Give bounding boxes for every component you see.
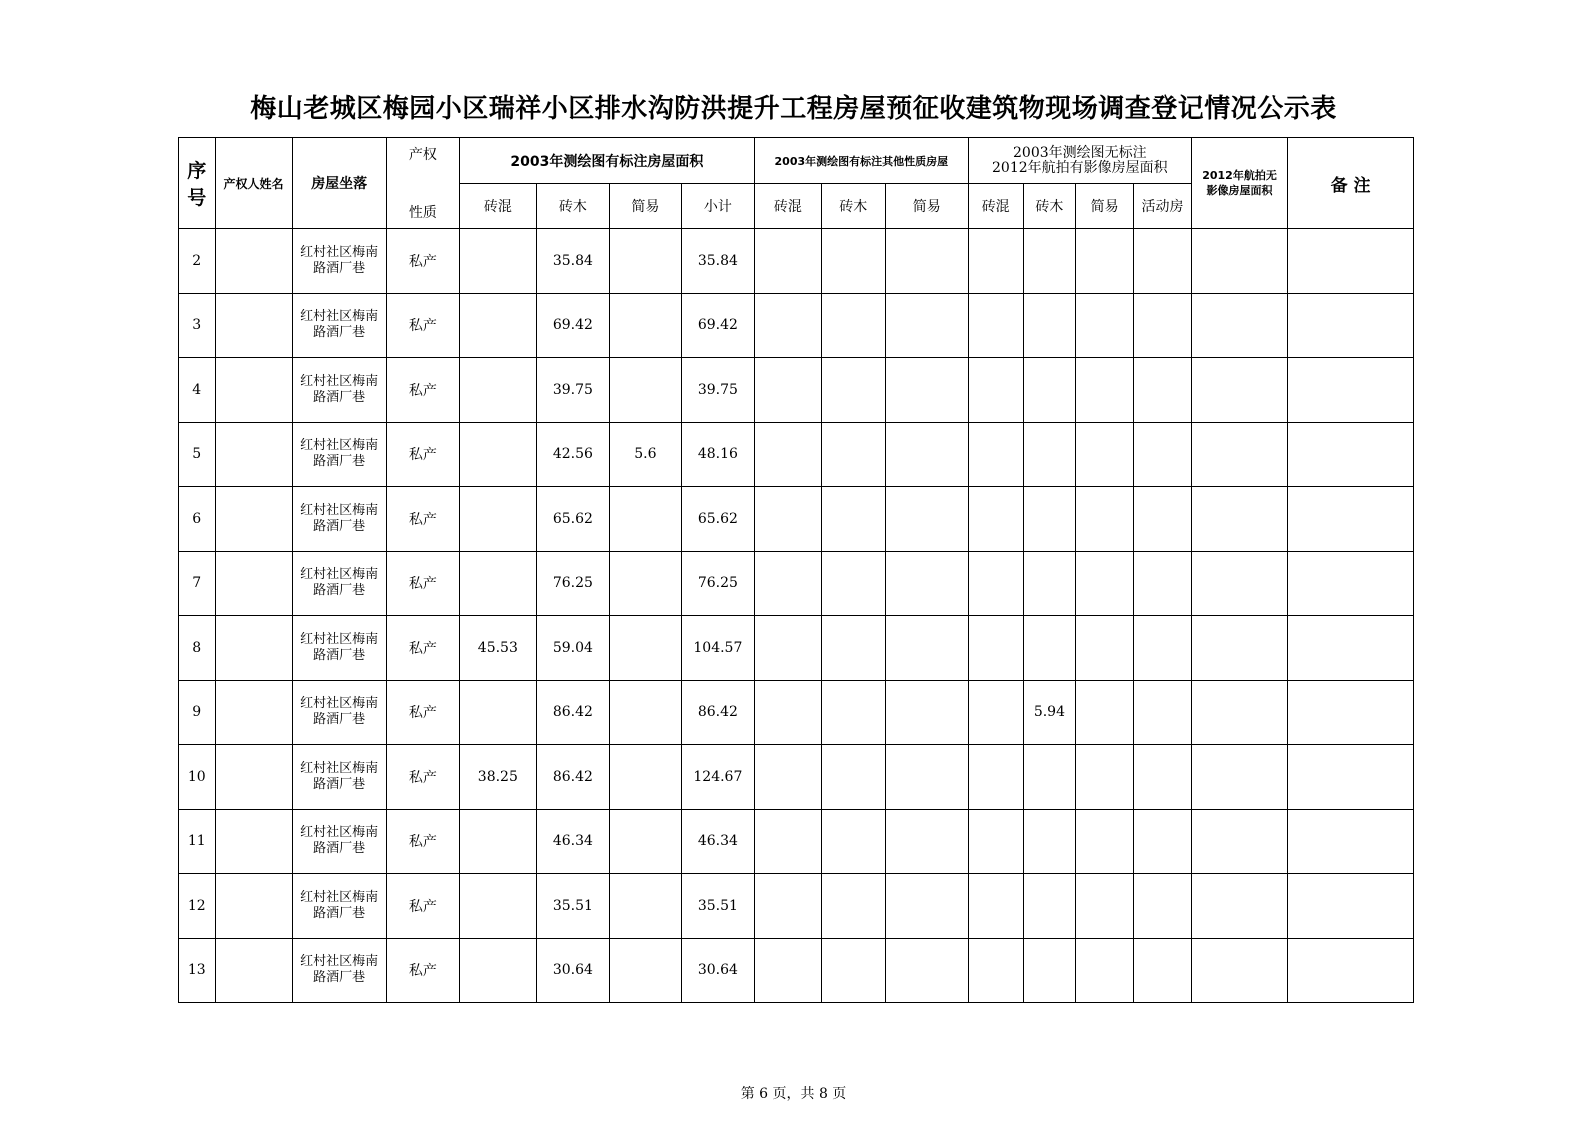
cell-location (292, 874, 386, 939)
header-property-bottom: 性质 (408, 205, 437, 221)
header-property-top: 产权 (408, 147, 437, 163)
cell-seq: 9 (179, 680, 216, 745)
header-group-2003-unmarked (968, 138, 1191, 184)
cell-g3-brick-wood (1023, 874, 1076, 939)
cell-owner (215, 809, 292, 874)
cell-g2-brick-concrete (754, 293, 821, 358)
cell-remarks (1288, 938, 1414, 1003)
cell-g2-brick-wood (821, 616, 885, 681)
cell-g2-simple (885, 422, 968, 487)
location-line2: 路酒厂巷 (313, 583, 366, 599)
header-owner: 产权人姓名 (215, 138, 292, 229)
cell-g1-brick-concrete (459, 293, 536, 358)
location-line2: 路酒厂巷 (313, 260, 366, 276)
cell-g1-simple (609, 229, 681, 294)
cell-g3-simple (1076, 745, 1134, 810)
cell-owner (215, 293, 292, 358)
cell-g1-simple (609, 358, 681, 423)
cell-remarks (1288, 874, 1414, 939)
cell-g1-simple (609, 809, 681, 874)
cell-g2-brick-concrete (754, 809, 821, 874)
cell-location (292, 938, 386, 1003)
cell-g1-simple (609, 487, 681, 552)
cell-g3-brick-concrete (968, 487, 1023, 552)
cell-remarks (1288, 551, 1414, 616)
cell-g2-brick-wood (821, 745, 885, 810)
location-line2: 路酒厂巷 (313, 905, 366, 921)
cell-owner (215, 938, 292, 1003)
page-title: 梅山老城区梅园小区瑞祥小区排水沟防洪提升工程房屋预征收建筑物现场调查登记情况公示表 (250, 94, 1337, 124)
cell-g2-brick-concrete (754, 938, 821, 1003)
location-line1: 红村社区梅南 (300, 244, 379, 260)
location-line1: 红村社区梅南 (300, 760, 379, 776)
cell-g1-brick-wood: 30.64 (536, 938, 609, 1003)
cell-g3-brick-wood (1023, 293, 1076, 358)
cell-g1-brick-concrete (459, 229, 536, 294)
cell-g2-simple (885, 874, 968, 939)
header-group4-line1: 2012年航拍无 (1202, 169, 1277, 182)
cell-owner (215, 874, 292, 939)
table-row (179, 745, 1414, 810)
cell-property-nature: 私产 (386, 938, 459, 1003)
cell-remarks (1288, 745, 1414, 810)
cell-2012-no-image (1191, 809, 1287, 874)
cell-g2-brick-concrete (754, 745, 821, 810)
cell-g1-brick-wood: 42.56 (536, 422, 609, 487)
table-row (179, 293, 1414, 358)
cell-g1-brick-concrete (459, 680, 536, 745)
cell-g1-brick-concrete (459, 874, 536, 939)
cell-g3-brick-concrete (968, 551, 1023, 616)
cell-seq: 11 (179, 809, 216, 874)
cell-g2-brick-concrete (754, 551, 821, 616)
header-g3-brick-wood: 砖木 (1023, 184, 1076, 229)
cell-g1-subtotal: 46.34 (681, 809, 754, 874)
cell-g3-mobile-house (1134, 358, 1192, 423)
cell-seq: 4 (179, 358, 216, 423)
cell-g3-brick-wood (1023, 809, 1076, 874)
location-line1: 红村社区梅南 (300, 954, 379, 970)
cell-seq: 8 (179, 616, 216, 681)
location-line1: 红村社区梅南 (300, 502, 379, 518)
table-row (179, 874, 1414, 939)
cell-2012-no-image (1191, 422, 1287, 487)
cell-g1-brick-concrete: 38.25 (459, 745, 536, 810)
header-g2-brick-wood: 砖木 (821, 184, 885, 229)
cell-g2-brick-wood (821, 680, 885, 745)
cell-g3-brick-concrete (968, 616, 1023, 681)
location-line1: 红村社区梅南 (300, 696, 379, 712)
cell-g2-simple (885, 229, 968, 294)
cell-remarks (1288, 680, 1414, 745)
cell-g3-brick-concrete (968, 938, 1023, 1003)
cell-g1-subtotal: 104.57 (681, 616, 754, 681)
cell-g3-brick-concrete (968, 422, 1023, 487)
location-line2: 路酒厂巷 (313, 776, 366, 792)
cell-g3-brick-concrete (968, 809, 1023, 874)
cell-g2-brick-wood (821, 487, 885, 552)
table-row (179, 551, 1414, 616)
header-seq: 序号 (179, 138, 216, 229)
cell-location (292, 680, 386, 745)
cell-remarks (1288, 293, 1414, 358)
cell-g3-simple (1076, 874, 1134, 939)
cell-g3-brick-wood (1023, 616, 1076, 681)
cell-property-nature: 私产 (386, 616, 459, 681)
cell-g2-brick-concrete (754, 616, 821, 681)
cell-g1-subtotal: 69.42 (681, 293, 754, 358)
cell-2012-no-image (1191, 358, 1287, 423)
cell-g2-brick-concrete (754, 422, 821, 487)
cell-owner (215, 616, 292, 681)
cell-g1-brick-concrete (459, 422, 536, 487)
table-row (179, 487, 1414, 552)
header-g1-brick-wood: 砖木 (536, 184, 609, 229)
cell-property-nature: 私产 (386, 293, 459, 358)
header-g1-simple: 简易 (609, 184, 681, 229)
location-line2: 路酒厂巷 (313, 841, 366, 857)
location-line1: 红村社区梅南 (300, 889, 379, 905)
cell-g1-subtotal: 86.42 (681, 680, 754, 745)
header-group3-line2: 2012年航拍有影像房屋面积 (992, 159, 1168, 176)
cell-g1-simple (609, 745, 681, 810)
cell-g3-simple (1076, 487, 1134, 552)
cell-g2-simple (885, 293, 968, 358)
cell-g2-simple (885, 809, 968, 874)
cell-g1-brick-wood: 86.42 (536, 680, 609, 745)
cell-g3-brick-wood (1023, 745, 1076, 810)
cell-g2-brick-wood (821, 874, 885, 939)
cell-owner (215, 229, 292, 294)
cell-owner (215, 487, 292, 552)
header-2012-no-image (1191, 138, 1287, 229)
cell-remarks (1288, 229, 1414, 294)
cell-property-nature: 私产 (386, 551, 459, 616)
cell-2012-no-image (1191, 938, 1287, 1003)
cell-location (292, 487, 386, 552)
cell-location (292, 616, 386, 681)
location-line2: 路酒厂巷 (313, 454, 366, 470)
location-line1: 红村社区梅南 (300, 825, 379, 841)
cell-g1-brick-concrete (459, 551, 536, 616)
cell-g2-simple (885, 551, 968, 616)
cell-g3-simple (1076, 809, 1134, 874)
cell-g3-brick-wood (1023, 551, 1076, 616)
cell-g2-brick-concrete (754, 874, 821, 939)
cell-g3-simple (1076, 938, 1134, 1003)
survey-table (178, 137, 1414, 1003)
cell-g3-mobile-house (1134, 938, 1192, 1003)
cell-g3-simple (1076, 358, 1134, 423)
cell-2012-no-image (1191, 551, 1287, 616)
cell-g3-mobile-house (1134, 293, 1192, 358)
cell-g1-simple: 5.6 (609, 422, 681, 487)
location-line1: 红村社区梅南 (300, 309, 379, 325)
cell-2012-no-image (1191, 874, 1287, 939)
cell-remarks (1288, 487, 1414, 552)
location-line2: 路酒厂巷 (313, 389, 366, 405)
header-property-nature (386, 138, 459, 229)
cell-g2-brick-wood (821, 809, 885, 874)
cell-g3-brick-concrete (968, 358, 1023, 423)
location-line1: 红村社区梅南 (300, 373, 379, 389)
cell-seq: 13 (179, 938, 216, 1003)
cell-g3-brick-wood (1023, 358, 1076, 423)
cell-seq: 3 (179, 293, 216, 358)
cell-g2-simple (885, 938, 968, 1003)
cell-property-nature: 私产 (386, 680, 459, 745)
cell-g1-simple (609, 874, 681, 939)
cell-g3-mobile-house (1134, 680, 1192, 745)
cell-g2-simple (885, 358, 968, 423)
header-g1-subtotal: 小计 (681, 184, 754, 229)
cell-seq: 5 (179, 422, 216, 487)
cell-g1-brick-wood: 59.04 (536, 616, 609, 681)
cell-g1-brick-concrete (459, 809, 536, 874)
cell-property-nature: 私产 (386, 358, 459, 423)
page-footer: 第 6 页，共 8 页 (740, 1086, 847, 1102)
cell-g1-brick-concrete (459, 487, 536, 552)
cell-g2-brick-concrete (754, 229, 821, 294)
cell-owner (215, 680, 292, 745)
cell-g1-subtotal: 48.16 (681, 422, 754, 487)
cell-2012-no-image (1191, 229, 1287, 294)
cell-g3-mobile-house (1134, 809, 1192, 874)
cell-2012-no-image (1191, 487, 1287, 552)
cell-g1-simple (609, 551, 681, 616)
cell-g3-simple (1076, 422, 1134, 487)
cell-property-nature: 私产 (386, 745, 459, 810)
cell-g3-mobile-house (1134, 487, 1192, 552)
header-g1-brick-concrete: 砖混 (459, 184, 536, 229)
table-row (179, 229, 1414, 294)
cell-seq: 7 (179, 551, 216, 616)
cell-owner (215, 358, 292, 423)
cell-seq: 10 (179, 745, 216, 810)
cell-g1-subtotal: 35.51 (681, 874, 754, 939)
header-group4-line2: 影像房屋面积 (1206, 184, 1273, 197)
cell-g1-brick-wood: 35.84 (536, 229, 609, 294)
cell-owner (215, 745, 292, 810)
location-line2: 路酒厂巷 (313, 518, 366, 534)
cell-g2-simple (885, 680, 968, 745)
location-line1: 红村社区梅南 (300, 631, 379, 647)
cell-g3-brick-wood (1023, 422, 1076, 487)
cell-g1-subtotal: 65.62 (681, 487, 754, 552)
cell-g2-brick-wood (821, 938, 885, 1003)
cell-g3-mobile-house (1134, 874, 1192, 939)
header-g2-brick-concrete: 砖混 (754, 184, 821, 229)
cell-g2-brick-concrete (754, 487, 821, 552)
cell-g1-brick-wood: 35.51 (536, 874, 609, 939)
cell-g3-mobile-house (1134, 422, 1192, 487)
cell-g2-brick-concrete (754, 358, 821, 423)
header-group3-line1: 2003年测绘图无标注 (1013, 144, 1147, 161)
cell-g2-brick-wood (821, 551, 885, 616)
cell-property-nature: 私产 (386, 874, 459, 939)
cell-location (292, 358, 386, 423)
cell-g2-simple (885, 616, 968, 681)
cell-g1-subtotal: 76.25 (681, 551, 754, 616)
cell-seq: 2 (179, 229, 216, 294)
cell-location (292, 551, 386, 616)
cell-g3-simple (1076, 293, 1134, 358)
table-row (179, 809, 1414, 874)
cell-location (292, 229, 386, 294)
cell-seq: 6 (179, 487, 216, 552)
cell-g1-brick-wood: 69.42 (536, 293, 609, 358)
cell-property-nature: 私产 (386, 229, 459, 294)
cell-owner (215, 422, 292, 487)
cell-g2-simple (885, 745, 968, 810)
cell-g3-mobile-house (1134, 551, 1192, 616)
cell-g1-subtotal: 39.75 (681, 358, 754, 423)
cell-g1-subtotal: 30.64 (681, 938, 754, 1003)
header-g3-mobile-house: 活动房 (1134, 184, 1192, 229)
cell-remarks (1288, 422, 1414, 487)
cell-seq: 12 (179, 874, 216, 939)
header-g3-simple: 简易 (1076, 184, 1134, 229)
cell-owner (215, 551, 292, 616)
cell-location (292, 809, 386, 874)
cell-g2-brick-wood (821, 422, 885, 487)
cell-g3-mobile-house (1134, 229, 1192, 294)
location-line2: 路酒厂巷 (313, 647, 366, 663)
cell-g1-brick-wood: 39.75 (536, 358, 609, 423)
location-line1: 红村社区梅南 (300, 438, 379, 454)
cell-g1-simple (609, 293, 681, 358)
cell-g2-brick-concrete (754, 680, 821, 745)
table-row (179, 680, 1414, 745)
location-line2: 路酒厂巷 (313, 970, 366, 986)
cell-g3-brick-concrete (968, 680, 1023, 745)
cell-g1-subtotal: 124.67 (681, 745, 754, 810)
location-line2: 路酒厂巷 (313, 325, 366, 341)
cell-2012-no-image (1191, 293, 1287, 358)
cell-g1-brick-concrete: 45.53 (459, 616, 536, 681)
cell-g1-brick-concrete (459, 358, 536, 423)
location-line2: 路酒厂巷 (313, 712, 366, 728)
header-g2-simple: 简易 (885, 184, 968, 229)
cell-g2-simple (885, 487, 968, 552)
table-row (179, 422, 1414, 487)
header-group-2003-marked: 2003年测绘图有标注房屋面积 (459, 138, 754, 184)
cell-2012-no-image (1191, 616, 1287, 681)
cell-g3-simple (1076, 616, 1134, 681)
header-remarks: 备 注 (1288, 138, 1414, 229)
cell-g2-brick-wood (821, 229, 885, 294)
cell-g3-simple (1076, 680, 1134, 745)
cell-property-nature: 私产 (386, 422, 459, 487)
table-row (179, 938, 1414, 1003)
cell-g3-brick-wood (1023, 487, 1076, 552)
cell-remarks (1288, 358, 1414, 423)
cell-g3-brick-concrete (968, 293, 1023, 358)
header-location: 房屋坐落 (292, 138, 386, 229)
cell-property-nature: 私产 (386, 487, 459, 552)
cell-g3-brick-concrete (968, 745, 1023, 810)
table-row (179, 616, 1414, 681)
cell-g3-mobile-house (1134, 745, 1192, 810)
cell-g3-mobile-house (1134, 616, 1192, 681)
cell-g1-brick-wood: 76.25 (536, 551, 609, 616)
cell-remarks (1288, 809, 1414, 874)
cell-g2-brick-wood (821, 358, 885, 423)
table-row (179, 358, 1414, 423)
cell-location (292, 293, 386, 358)
cell-property-nature: 私产 (386, 809, 459, 874)
cell-location (292, 745, 386, 810)
cell-g1-brick-wood: 86.42 (536, 745, 609, 810)
cell-g1-simple (609, 616, 681, 681)
cell-2012-no-image (1191, 680, 1287, 745)
cell-g3-brick-wood (1023, 229, 1076, 294)
cell-g1-brick-concrete (459, 938, 536, 1003)
cell-g3-simple (1076, 229, 1134, 294)
cell-g1-simple (609, 938, 681, 1003)
cell-g1-brick-wood: 46.34 (536, 809, 609, 874)
location-line1: 红村社区梅南 (300, 567, 379, 583)
cell-location (292, 422, 386, 487)
cell-g3-brick-concrete (968, 229, 1023, 294)
cell-g3-brick-wood: 5.94 (1023, 680, 1076, 745)
cell-g3-simple (1076, 551, 1134, 616)
cell-g3-brick-wood (1023, 938, 1076, 1003)
cell-g3-brick-concrete (968, 874, 1023, 939)
header-group-2003-other: 2003年测绘图有标注其他性质房屋 (754, 138, 968, 184)
cell-2012-no-image (1191, 745, 1287, 810)
cell-g1-simple (609, 680, 681, 745)
cell-g1-subtotal: 35.84 (681, 229, 754, 294)
header-g3-brick-concrete: 砖混 (968, 184, 1023, 229)
cell-g2-brick-wood (821, 293, 885, 358)
cell-g1-brick-wood: 65.62 (536, 487, 609, 552)
cell-remarks (1288, 616, 1414, 681)
